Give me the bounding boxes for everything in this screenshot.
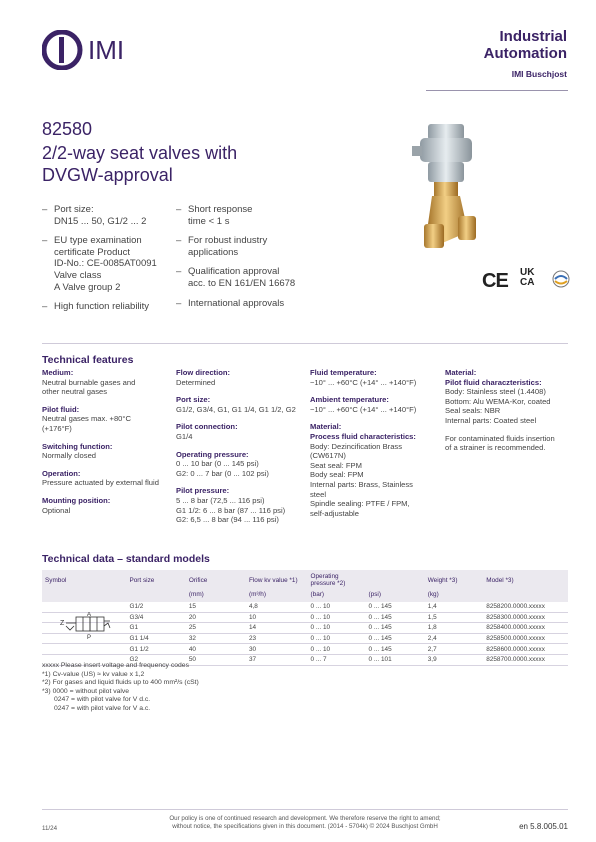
feature-value: G1/4 [176, 431, 193, 441]
feature-value: Determined [176, 377, 216, 387]
section-divider [42, 343, 568, 344]
valve-product-image [398, 120, 498, 270]
feature-block [42, 442, 170, 461]
feature-value: Seat seal: FPM [310, 460, 362, 470]
table-unit-cell: (mm) [186, 590, 246, 602]
feature-bullet [176, 266, 306, 289]
tech-features-col1 [42, 368, 170, 523]
feature-block [176, 422, 306, 441]
ukca-line2: CA [520, 277, 535, 288]
svg-text:Z: Z [60, 620, 65, 627]
note-line: xxxxx Please insert voltage and frequency codes [42, 662, 189, 669]
feature-value: Pressure actuated by external fluid [42, 478, 159, 488]
feature-bullet [176, 204, 306, 227]
tech-data-title: Technical data – standard models [42, 553, 210, 565]
table-cell: 32 [186, 633, 246, 644]
feature-bullet-line: – Port size: [54, 204, 94, 215]
ce-mark-icon: CE [482, 270, 508, 292]
feature-value: (+176°F) [42, 423, 72, 433]
tech-features-col4 [445, 368, 570, 461]
table-cell: 0 ... 10 [308, 644, 366, 655]
feature-value: Neutral gases max. +80°C [42, 414, 131, 424]
symbol-cell [42, 644, 126, 655]
tech-features-col3 [310, 368, 440, 526]
feature-label: Operating pressure: [176, 449, 249, 459]
feature-bullet [42, 235, 172, 293]
feature-label: Fluid temperature: [310, 368, 377, 377]
feature-bullet-line: – For robust industry [188, 235, 268, 247]
feature-label: Pilot pressure: [176, 486, 230, 496]
feature-block [310, 432, 440, 518]
feature-value: −10° ... +60°C (+14° ... +140°F) [310, 377, 417, 387]
feature-value: −10° ... +60°C (+14° ... +140°F) [310, 404, 417, 414]
feature-bullets-left [42, 204, 172, 321]
feature-value: other neutral gases [42, 387, 108, 397]
feature-value: Neutral burnable gases and [42, 377, 136, 387]
table-unit-cell: (bar) [308, 590, 366, 602]
feature-block [42, 405, 170, 434]
feature-bullet-line: ID-No.: CE-0085AT0091 [54, 258, 157, 270]
symbol-cell [42, 602, 126, 612]
table-notes [42, 662, 342, 714]
tech-features-title: Technical features [42, 354, 134, 366]
table-header-cell: Weight *3) [425, 570, 484, 590]
table-row [42, 644, 568, 655]
feature-bullet-line: applications [188, 246, 239, 258]
table-header-cell: Operating pressure *2) [308, 570, 366, 590]
feature-bullet-line: A Valve group 2 [54, 281, 121, 293]
product-number: 82580 [42, 119, 93, 139]
feature-block [42, 469, 170, 488]
table-unit-cell: (psi) [366, 590, 425, 602]
table-cell: 23 [246, 633, 308, 644]
feature-block [176, 450, 306, 479]
feature-value: Optional [42, 505, 71, 515]
table-header-cell [366, 570, 425, 590]
feature-label: Pilot fluid: [42, 404, 80, 414]
table-cell: G2 [126, 654, 185, 665]
table-cell: 4,8 [246, 602, 308, 612]
feature-value: of a strainer is recommended. [445, 443, 546, 453]
table-cell: G1/2 [126, 602, 185, 612]
table-cell: 10 [246, 612, 308, 623]
feature-bullets-right [176, 204, 306, 317]
table-cell: 25 [186, 623, 246, 634]
table-cell: G1 1/4 [126, 633, 185, 644]
feature-bullet-line: – Short response [188, 204, 253, 215]
table-header-cell: Port size [126, 570, 185, 590]
table-cell: 8258600.0000.xxxxx [483, 644, 568, 655]
brand-text: IMI [88, 35, 125, 65]
table-header-cell: Symbol [42, 570, 126, 590]
feature-value: G2: 0 ... 7 bar (0 ... 102 psi) [176, 468, 269, 478]
footer-line2: without notice, the specifications given in this document. (2014 - 5704k) © 2024 Buschjost GmbH [172, 823, 438, 830]
feature-value: Body: Stainless steel (1.4408) [445, 387, 546, 397]
feature-bullet-line: – High function reliability [54, 301, 150, 313]
feature-label: Mounting position: [42, 495, 111, 505]
dvgw-mark-icon [552, 270, 570, 288]
footer-date: 11/24 [42, 825, 58, 832]
header-title [484, 28, 567, 62]
footer-doc-number: en 5.8.005.01 [519, 822, 568, 831]
table-unit-cell [42, 590, 126, 602]
feature-label: Material: [445, 368, 477, 377]
header-title-line2: Automation [483, 45, 567, 62]
table-cell: 2,4 [425, 633, 484, 644]
footer-disclaimer [140, 815, 470, 831]
table-cell: 2,7 [425, 644, 484, 655]
table-cell: G1 1/2 [126, 644, 185, 655]
table-cell: 0 ... 7 [308, 654, 366, 665]
table-cell: 8258700.0000.xxxxx [483, 654, 568, 665]
table-cell: 50 [186, 654, 246, 665]
feature-value: Internal parts: Brass, Stainless [310, 479, 413, 489]
feature-label: Process fluid characteristics: [310, 431, 416, 441]
feature-value: Body seal: FPM [310, 470, 364, 480]
feature-value: Bottom: Alu WEMA-Kor, coated [445, 396, 551, 406]
header-subtitle: IMI Buschjost [511, 69, 567, 79]
feature-value: G1 1/2: 6 ... 8 bar (87 ... 116 psi) [176, 505, 286, 515]
note-line: *1) Cv-value (US) ≈ kv value x 1,2 [42, 670, 145, 678]
certification-marks [482, 268, 577, 294]
imi-logo [42, 30, 152, 70]
table-cell: G3/4 [126, 612, 185, 623]
feature-bullet-line: – EU type examination [54, 235, 142, 247]
table-row [42, 612, 568, 623]
table-cell: 37 [246, 654, 308, 665]
footer-line1: Our policy is one of continued research and development. We therefore reserve the right to amend; [169, 815, 441, 822]
feature-bullet [176, 298, 306, 310]
feature-label: Switching function: [42, 441, 113, 451]
feature-block [176, 395, 306, 414]
feature-value: 0 ... 10 bar (0 ... 145 psi) [176, 459, 259, 469]
feature-bullet-line: time < 1 s [188, 215, 230, 227]
table-cell: 14 [246, 623, 308, 634]
table-unit-cell [483, 590, 568, 602]
table-header-cell: Model *3) [483, 570, 568, 590]
table-cell: 20 [186, 612, 246, 623]
table-cell: 40 [186, 644, 246, 655]
feature-label: Port size: [176, 395, 211, 405]
feature-block [310, 368, 440, 387]
table-cell: 0 ... 145 [366, 623, 425, 634]
feature-label: Ambient temperature: [310, 395, 389, 405]
feature-bullet [176, 235, 306, 258]
feature-value: steel [310, 489, 327, 499]
feature-value: G2: 6,5 ... 8 bar (94 ... 116 psi) [176, 515, 279, 525]
feature-bullet-line: certificate Product [54, 246, 131, 258]
table-cell: 30 [246, 644, 308, 655]
feature-label: Medium: [42, 368, 74, 377]
feature-label: Pilot connection: [176, 422, 238, 432]
table-cell: G1 [126, 623, 185, 634]
feature-block [176, 486, 306, 524]
feature-block [445, 378, 570, 426]
feature-bullet [42, 204, 172, 227]
note-line: 0247 = with pilot valve for V d.c. [54, 696, 151, 704]
header-title-line1: Industrial [499, 28, 567, 45]
table-cell: 0 ... 145 [366, 633, 425, 644]
table-cell: 1,5 [425, 612, 484, 623]
table-unit-cell: (m³/h) [246, 590, 308, 602]
feature-value: Body: Dezincification Brass [310, 441, 403, 451]
table-cell: 15 [186, 602, 246, 612]
ukca-mark-icon [520, 268, 534, 288]
table-cell: 0 ... 145 [366, 602, 425, 612]
table-cell: 8258200.0000.xxxxx [483, 602, 568, 612]
table-cell: 0 ... 101 [366, 654, 425, 665]
feature-block [445, 434, 570, 453]
feature-label: Pilot fluid characzteristics: [445, 377, 542, 387]
note-line: *3) 0000 = without pilot valve [42, 687, 130, 695]
feature-value: (CW617N) [310, 451, 346, 461]
note-line: 0247 = with pilot valve for V a.c. [54, 704, 151, 712]
feature-bullet-line: – International approvals [188, 297, 285, 309]
feature-label: Flow direction: [176, 368, 230, 377]
feature-bullet-line: Valve class [54, 269, 102, 281]
table-cell: 0 ... 10 [308, 612, 366, 623]
svg-text:A: A [87, 612, 92, 618]
table-row [42, 602, 568, 612]
feature-value: 5 ... 8 bar (72,5 ... 116 psi) [176, 495, 265, 505]
table-cell: 8258500.0000.xxxxx [483, 633, 568, 644]
table-row [42, 633, 568, 644]
table-cell: 1,4 [425, 602, 484, 612]
valve-symbol-icon [58, 612, 112, 642]
feature-block [310, 422, 440, 432]
feature-value: Spindle sealing: PTFE / FPM, [310, 499, 410, 509]
feature-bullet [42, 301, 172, 313]
feature-bullet-line: DN15 ... 50, G1/2 ... 2 [54, 215, 147, 227]
product-title-line1: 2/2-way seat valves with [42, 143, 238, 163]
table-cell: 0 ... 10 [308, 623, 366, 634]
feature-value: Normally closed [42, 451, 97, 461]
feature-label: Operation: [42, 468, 81, 478]
feature-block [42, 368, 170, 397]
feature-value: For contaminated fluids insertion [445, 433, 555, 443]
table-header-row [42, 570, 568, 590]
tech-features-col2 [176, 368, 306, 533]
feature-block [42, 496, 170, 515]
svg-text:P: P [87, 635, 92, 641]
table-header-cell: Flow kv value *1) [246, 570, 308, 590]
feature-value: self-adjustable [310, 508, 359, 518]
table-unit-cell: (kg) [425, 590, 484, 602]
table-units-row [42, 590, 568, 602]
table-row [42, 623, 568, 634]
table-cell: 0 ... 10 [308, 602, 366, 612]
feature-block [445, 368, 570, 378]
table-cell: 3,9 [425, 654, 484, 665]
table-unit-cell [126, 590, 185, 602]
footer-divider [42, 809, 568, 810]
feature-block [176, 368, 306, 387]
feature-value: Internal parts: Coated steel [445, 415, 537, 425]
header-divider [426, 90, 568, 91]
feature-block [310, 395, 440, 414]
feature-bullet-line: acc. to EN 161/EN 16678 [188, 277, 296, 289]
table-cell: 0 ... 145 [366, 612, 425, 623]
table-cell: 8258300.0000.xxxxx [483, 612, 568, 623]
table-header-cell: Orifice [186, 570, 246, 590]
product-title-line2: DVGW-approval [42, 165, 173, 185]
table-cell: 0 ... 10 [308, 633, 366, 644]
table-cell: 0 ... 145 [366, 644, 425, 655]
tech-data-table [42, 570, 568, 666]
table-cell: 8258400.0000.xxxxx [483, 623, 568, 634]
feature-value: Seal seals: NBR [445, 406, 501, 416]
product-title [42, 142, 302, 186]
feature-label: Material: [310, 422, 342, 432]
table-cell: 1,8 [425, 623, 484, 634]
note-line: *2) For gases and liquid fluids up to 400 mm²/s (cSt) [42, 679, 199, 687]
ukca-line1: UK [520, 267, 535, 278]
feature-value: G1/2, G3/4, G1, G1 1/4, G1 1/2, G2 [176, 404, 296, 414]
feature-bullet-line: – Qualification approval [188, 266, 280, 278]
